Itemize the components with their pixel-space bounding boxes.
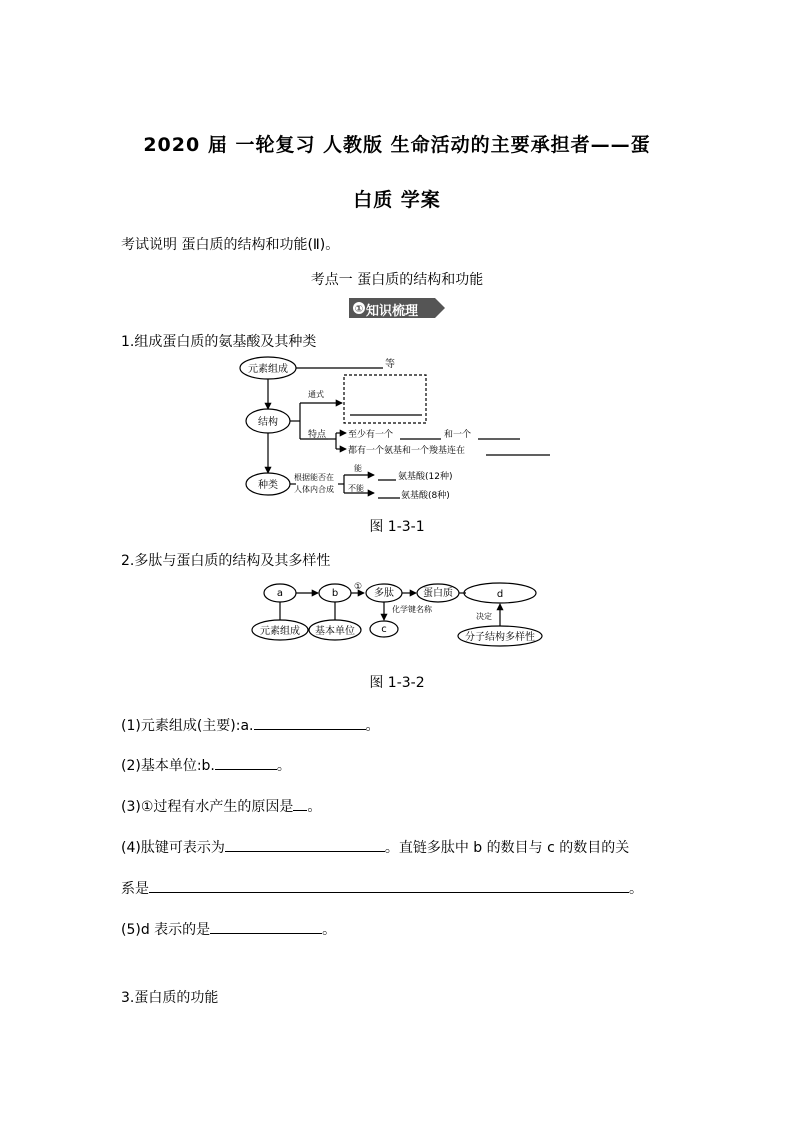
essential-amino-acids: 氨基酸(8种) <box>401 491 450 501</box>
q2-suffix: 。 <box>276 758 291 774</box>
q3-suffix: 。 <box>307 799 322 815</box>
q2-blank[interactable] <box>215 755 277 770</box>
q5-text: (5)d 表示的是 <box>121 922 211 938</box>
question-3 <box>121 796 321 816</box>
page-title-line2: 白质 学案 <box>353 189 441 211</box>
q4b-suffix: 。 <box>629 881 643 897</box>
q4-text-2: 。直链多肽中 b 的数目与 c 的数目的关 <box>384 840 630 856</box>
criterion-line1: 根据能否在 <box>294 473 334 482</box>
label-c: c <box>381 624 387 635</box>
label-elements-2: 元素组成 <box>260 626 300 637</box>
q4-text: (4)肽键可表示为 <box>121 840 225 856</box>
label-features: 特点 <box>308 430 327 440</box>
q5-suffix: 。 <box>322 922 337 938</box>
label-diversity: 分子结构多样性 <box>465 632 535 643</box>
q4-blank-1[interactable] <box>225 837 385 852</box>
feature-2: 都有一个氨基和一个羧基连在 <box>348 446 466 456</box>
q3-text: (3)①过程有水产生的原因是 <box>121 799 294 815</box>
formula-box <box>344 375 426 423</box>
section-heading: 考点一 蛋白质的结构和功能 <box>310 272 484 288</box>
label-protein: 蛋白质 <box>423 588 453 599</box>
label-polypeptide: 多肽 <box>374 588 394 599</box>
label-elements: 元素组成 <box>248 364 288 375</box>
polypeptide-diagram <box>250 580 550 648</box>
amino-acid-diagram <box>238 353 558 503</box>
label-cannot: 不能 <box>348 484 364 493</box>
badge-label: 知识梳理 <box>366 304 419 319</box>
q1-suffix: 。 <box>365 718 380 734</box>
q4-blank-2[interactable] <box>149 878 629 893</box>
badge-number: ① <box>354 304 364 315</box>
q1-blank[interactable] <box>254 715 366 730</box>
question-1 <box>121 715 380 735</box>
item3-heading: 3.蛋白质的功能 <box>121 990 219 1006</box>
page-title: 2020 届 一轮复习 人教版 生命活动的主要承担者——蛋 <box>143 134 651 156</box>
item2-heading: 2.多肽与蛋白质的结构及其多样性 <box>121 553 331 569</box>
question-4-cont <box>121 878 643 898</box>
label-etc: 等 <box>385 359 395 370</box>
item1-heading: 1.组成蛋白质的氨基酸及其种类 <box>121 334 317 350</box>
figure1-caption: 图 1-3-1 <box>369 519 425 535</box>
label-determines: 决定 <box>476 612 492 621</box>
figure2-caption: 图 1-3-2 <box>369 675 425 691</box>
nonessential-amino-acids: 氨基酸(12种) <box>398 472 453 482</box>
question-5 <box>121 919 336 939</box>
label-unit: 基本单位 <box>315 626 355 637</box>
label-d: d <box>496 589 504 600</box>
label-bond-name: 化学键名称 <box>392 605 432 614</box>
question-2 <box>121 755 291 775</box>
q3-blank[interactable] <box>293 796 307 811</box>
feature-1b: 和一个 <box>444 430 472 440</box>
label-general-formula: 通式 <box>308 390 324 399</box>
label-step-1: ① <box>353 582 363 592</box>
feature-1a: 至少有一个 <box>348 430 394 440</box>
label-b: b <box>331 588 339 599</box>
criterion-line2: 人体内合成 <box>294 485 334 494</box>
q1-text: (1)元素组成(主要):a. <box>121 718 254 734</box>
exam-note: 考试说明 蛋白质的结构和功能(Ⅱ)。 <box>121 237 340 253</box>
label-a: a <box>276 588 284 599</box>
label-can: 能 <box>354 464 362 473</box>
label-kinds: 种类 <box>258 480 278 491</box>
label-structure: 结构 <box>258 417 278 428</box>
q2-text: (2)基本单位:b. <box>121 758 215 774</box>
question-4 <box>121 837 629 857</box>
q4b-text: 系是 <box>121 881 149 897</box>
q5-blank[interactable] <box>210 919 322 934</box>
